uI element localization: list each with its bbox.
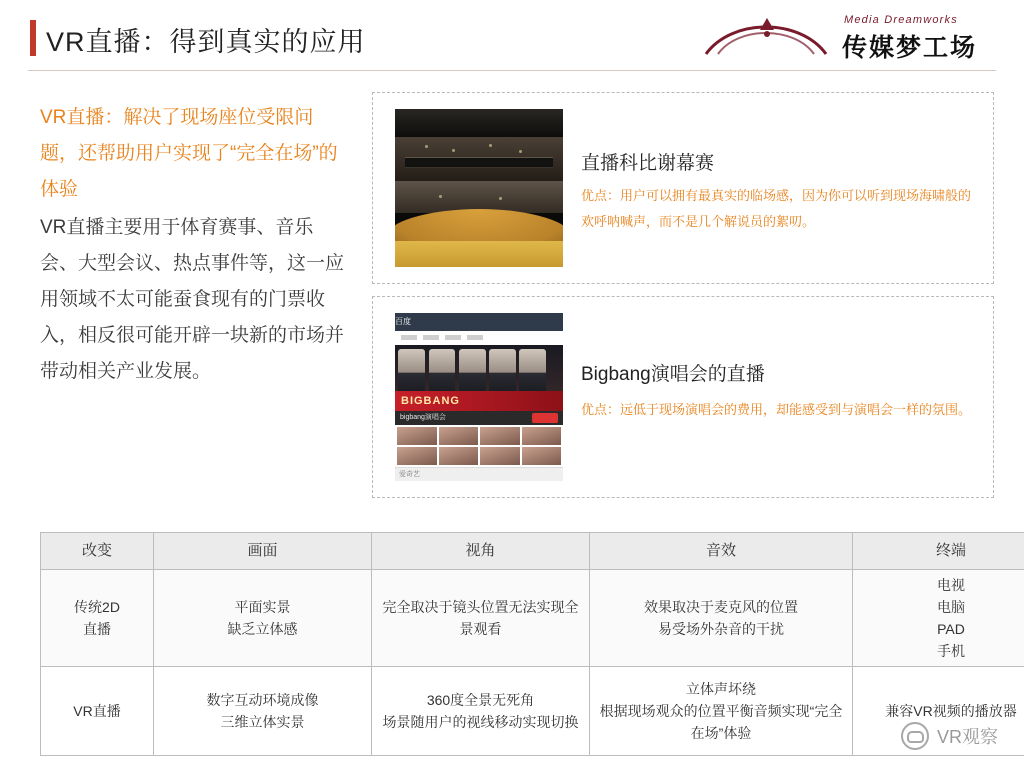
browser-navbar <box>395 331 563 346</box>
table-header-cell: 视角 <box>372 533 590 570</box>
table-cell: 传统2D 直播 <box>41 570 154 667</box>
logo-text-en: Media Dreamworks <box>844 14 958 26</box>
table-header-cell: 画面 <box>154 533 372 570</box>
brand-logo <box>702 8 1002 64</box>
comparison-table <box>40 532 1024 756</box>
table-row <box>41 667 1024 756</box>
arc-swoosh-icon <box>702 10 832 60</box>
logo-text-cn: 传媒梦工场 <box>842 34 978 62</box>
browser-bottombar: 爱奇艺 <box>395 467 563 481</box>
header-accent-bar <box>30 20 36 56</box>
grid-cell <box>397 427 437 445</box>
browser-topbar: 百度 <box>395 313 563 331</box>
table-cell: 效果取决于麦克风的位置 易受场外杂音的干扰 <box>590 570 853 667</box>
table-cell: VR直播 <box>41 667 154 756</box>
table-header-cell: 终端 <box>853 533 1024 570</box>
case-card-note: 优点：远低于现场演唱会的费用，却能感受到与演唱会一样的氛围。 <box>581 402 972 417</box>
concert-subbar-label: bigbang演唱会 <box>400 414 446 421</box>
slide-header <box>0 0 1024 72</box>
concert-subbar <box>395 411 563 425</box>
table-cell: 平面实景 缺乏立体感 <box>154 570 372 667</box>
grid-cell <box>522 427 562 445</box>
case-card-bigbang <box>372 296 994 498</box>
kobe-farewell-game-thumbnail <box>395 109 563 267</box>
table-header-cell: 音效 <box>590 533 853 570</box>
thumbnail-grid <box>395 425 563 467</box>
case-card-kobe <box>372 92 994 284</box>
case-card-title: Bigbang演唱会的直播 <box>581 364 765 385</box>
wechat-account-icon <box>901 722 929 750</box>
grid-cell <box>480 427 520 445</box>
table-cell: 数字互动环境成像 三维立体实景 <box>154 667 372 756</box>
grid-cell <box>397 447 437 465</box>
table-cell: 电视 电脑 PAD 手机 <box>853 570 1024 667</box>
watermark <box>901 722 998 750</box>
grid-cell <box>439 427 479 445</box>
grid-cell <box>480 447 520 465</box>
arena-illustration <box>395 109 563 267</box>
case-card-title: 直播科比谢幕赛 <box>581 153 715 174</box>
page-title: VR直播：得到真实的应用 <box>46 27 366 57</box>
case-card-note: 优点：用户可以拥有最真实的临场感，因为你可以听到现场海啸般的欢呼呐喊声，而不是几个解说员的絮叨。 <box>581 188 972 229</box>
left-body-text: VR直播主要用于体育赛事、音乐会、大型会议、热点事件等，这一应用领域不太可能蚕食现有的门票收入，相反很可能开辟一块新的市场并带动相关产业发展。 <box>40 217 345 382</box>
bigbang-concert-thumbnail <box>395 313 563 481</box>
browser-page-illustration <box>395 313 563 481</box>
table-cell: 360度全景无死角 场景随用户的视线移动实现切换 <box>372 667 590 756</box>
table-cell: 立体声坏绕 根据现场观众的位置平衡音频实现“完全在场”体验 <box>590 667 853 756</box>
grid-cell <box>439 447 479 465</box>
table-row <box>41 570 1024 667</box>
table-header-row <box>41 533 1024 570</box>
watermark-label: VR观察 <box>936 727 998 747</box>
table-header-cell: 改变 <box>41 533 154 570</box>
table-cell: 完全取决于镜头位置无法实现全景观看 <box>372 570 590 667</box>
grid-cell <box>522 447 562 465</box>
left-highlight-text: VR直播：解决了现场座位受限问题，还帮助用户实现了“完全在场”的体验 <box>40 107 338 200</box>
bigbang-wordmark: BIGBANG <box>395 391 563 411</box>
header-divider <box>28 70 996 71</box>
buy-ticket-button[interactable] <box>532 413 558 423</box>
left-text-column <box>40 100 350 390</box>
table-cell: 兼容VR视频的播放器 <box>853 667 1024 756</box>
